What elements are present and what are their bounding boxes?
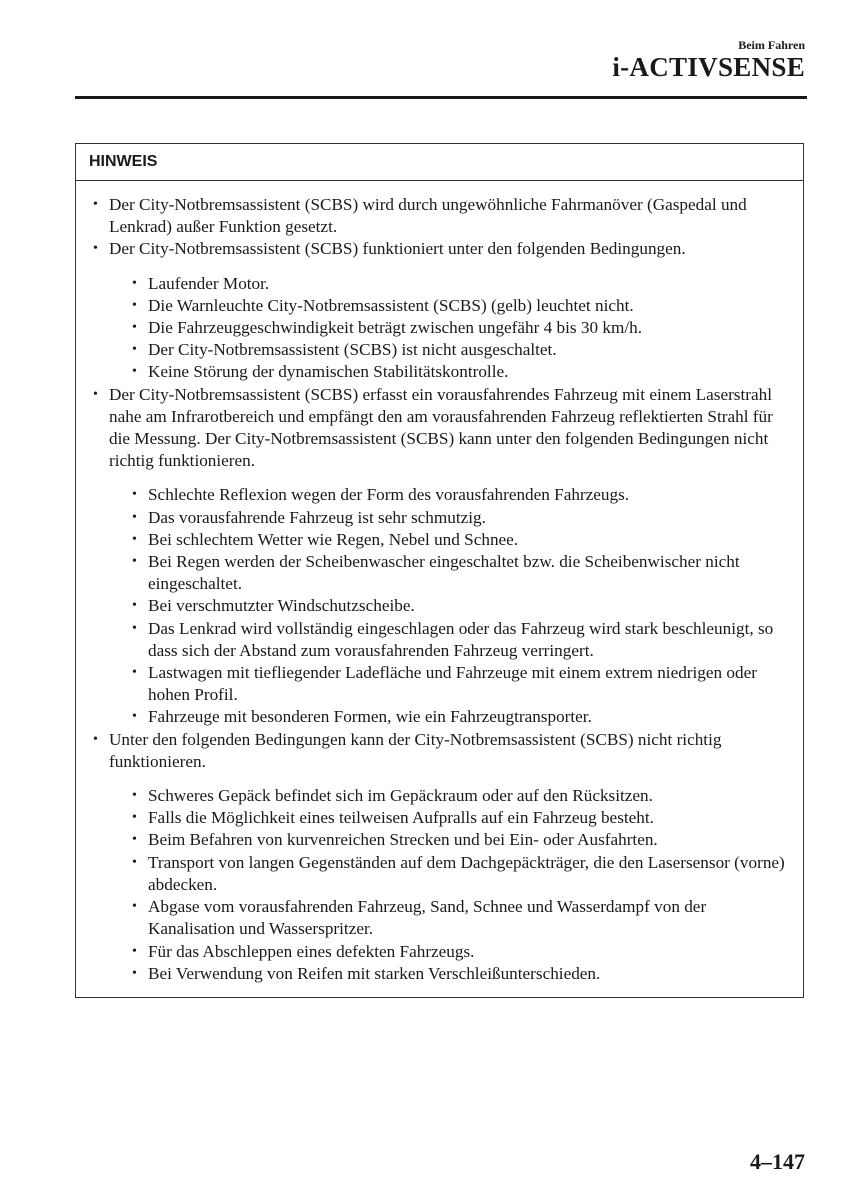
note-item xyxy=(88,384,793,729)
note-item xyxy=(88,238,793,383)
note-subitem: • Das Lenkrad wird vollständig eingeschlagen oder das Fahrzeug wird stark beschleunigt, so dass sich der Abstand zum vorausfahrenden Fahrzeug verringert. xyxy=(127,618,793,662)
header-divider xyxy=(75,96,807,99)
note-item-text: Der City-Notbremsassistent (SCBS) wird durch ungewöhnliche Fahrmanöver (Gaspedal und Lenkrad) außer Funktion gesetzt. xyxy=(109,195,747,237)
note-subitem: • Das vorausfahrende Fahrzeug ist sehr schmutzig. xyxy=(127,507,793,529)
note-sublist xyxy=(127,785,793,985)
note-box xyxy=(75,143,804,998)
note-item-text: Unter den folgenden Bedingungen kann der City-Notbremsassistent (SCBS) nicht richtig funktionieren. xyxy=(109,729,722,771)
note-subitem: • Bei verschmutzter Windschutzscheibe. xyxy=(127,595,793,617)
note-sublist xyxy=(127,273,793,384)
note-subitem: • Bei schlechtem Wetter wie Regen, Nebel und Schnee. xyxy=(127,529,793,551)
note-subitem: • Fahrzeuge mit besonderen Formen, wie ein Fahrzeugtransporter. xyxy=(127,706,793,728)
note-subitem: • Schlechte Reflexion wegen der Form des vorausfahrenden Fahrzeugs. xyxy=(127,484,793,506)
note-subitem: • Für das Abschleppen eines defekten Fahrzeugs. xyxy=(127,941,793,963)
note-item xyxy=(88,194,793,238)
page-title: i-ACTIVSENSE xyxy=(612,52,805,82)
note-item-text: Der City-Notbremsassistent (SCBS) erfasst ein vorausfahrendes Fahrzeug mit einem Laserstrahl nahe am Infrarotbereich und empfängt den am vorausfahrenden Fahrzeug reflektierten Strahl für die Messung. Der City-Notbremsassistent (SCBS) kann unter den folgenden Bedingungen nicht richtig funktionieren. xyxy=(109,384,773,471)
note-item-text: Der City-Notbremsassistent (SCBS) funktioniert unter den folgenden Bedingungen. xyxy=(109,239,686,259)
note-subitem: • Beim Befahren von kurvenreichen Strecken und bei Ein- oder Ausfahrten. xyxy=(127,829,793,851)
note-body xyxy=(76,181,803,985)
note-list xyxy=(88,194,793,985)
note-subitem: • Schweres Gepäck befindet sich im Gepäckraum oder auf den Rücksitzen. xyxy=(127,785,793,807)
note-subitem: • Der City-Notbremsassistent (SCBS) ist nicht ausgeschaltet. xyxy=(127,339,793,361)
note-subitem: • Keine Störung der dynamischen Stabilitätskontrolle. xyxy=(127,361,793,383)
section-label: Beim Fahren xyxy=(738,38,805,52)
note-subitem: • Bei Regen werden der Scheibenwascher eingeschaltet bzw. die Scheibenwischer nicht eingeschaltet. xyxy=(127,551,793,595)
note-subitem: • Transport von langen Gegenständen auf dem Dachgepäckträger, die den Lasersensor (vorne) abdecken. xyxy=(127,852,793,896)
note-subitem: • Die Fahrzeuggeschwindigkeit beträgt zwischen ungefähr 4 bis 30 km/h. xyxy=(127,317,793,339)
note-subitem: • Laufender Motor. xyxy=(127,273,793,295)
note-subitem: • Falls die Möglichkeit eines teilweisen Aufpralls auf ein Fahrzeug besteht. xyxy=(127,807,793,829)
note-item xyxy=(88,729,793,985)
note-subitem: • Lastwagen mit tiefliegender Ladefläche und Fahrzeuge mit einem extrem niedrigen oder hohen Profil. xyxy=(127,662,793,706)
note-subitem: • Abgase vom vorausfahrenden Fahrzeug, Sand, Schnee und Wasserdampf von der Kanalisation und Wasserspritzer. xyxy=(127,896,793,940)
note-subitem: • Die Warnleuchte City-Notbremsassistent (SCBS) (gelb) leuchtet nicht. xyxy=(127,295,793,317)
note-sublist xyxy=(127,484,793,728)
page-number: 4–147 xyxy=(750,1149,805,1174)
note-subitem: • Bei Verwendung von Reifen mit starken Verschleißunterschieden. xyxy=(127,963,793,985)
note-heading: HINWEIS xyxy=(76,144,803,181)
